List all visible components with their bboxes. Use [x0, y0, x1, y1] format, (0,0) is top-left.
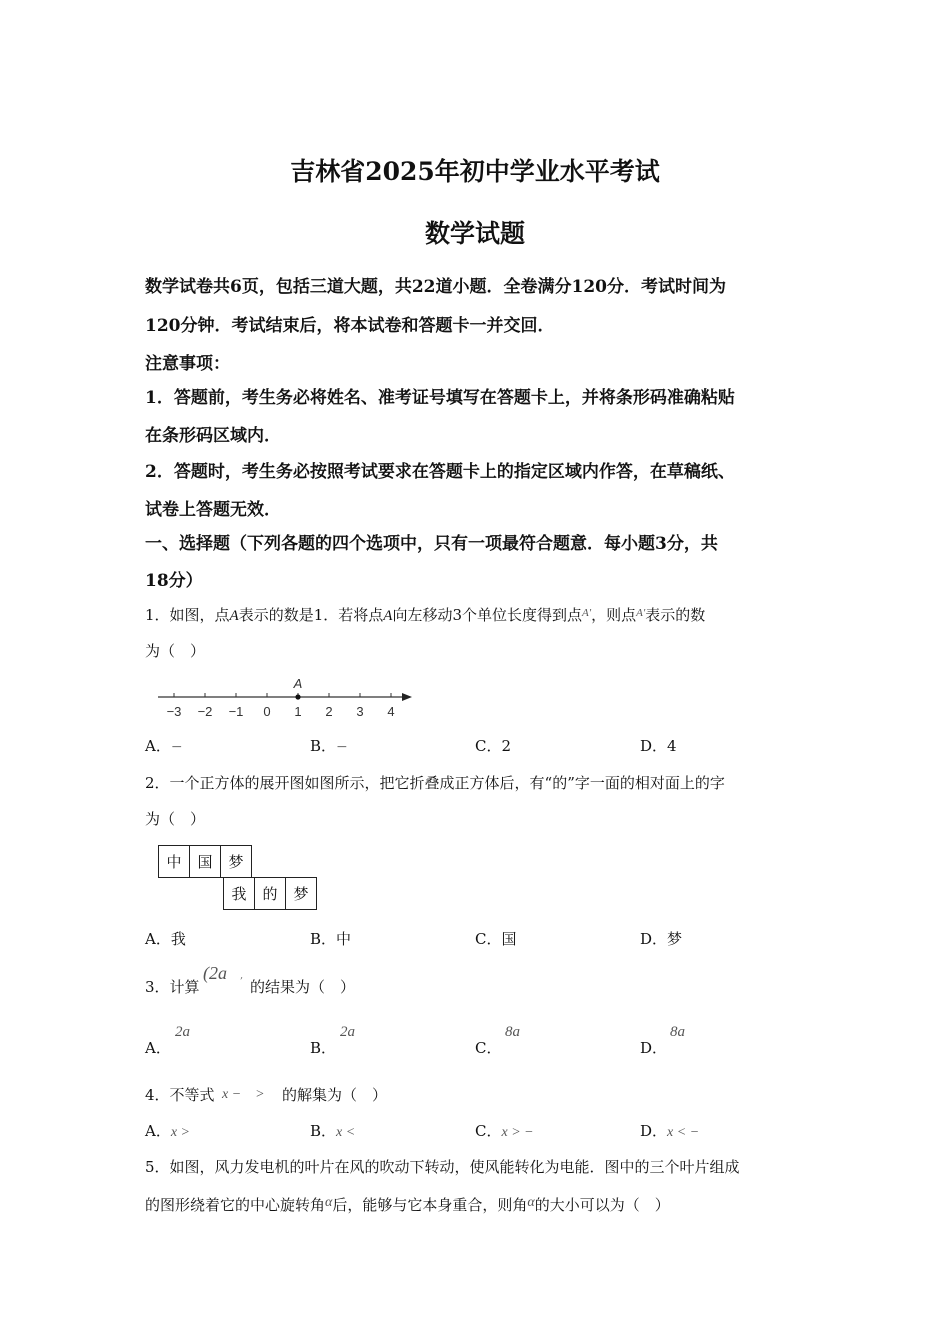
section-1-heading: 一、选择题（下列各题的四个选项中，只有一项最符合题意．每小题3分，共 [145, 534, 718, 554]
q5-text-b: 后，能够与它本身重合，则角 [332, 1196, 528, 1214]
q2-option-d[interactable] [640, 928, 682, 949]
q4-option-a-text: x > [170, 1125, 191, 1140]
q3-option-b-text: 2a [340, 1024, 355, 1040]
q2-option-c-text: 国 [501, 930, 517, 948]
q1-stem-line-1 [145, 604, 705, 625]
q1-stem-line-2: 为（ ） [145, 642, 206, 660]
q4-option-c-text: x > − [501, 1125, 534, 1140]
q4-option-c-key: C． [475, 1122, 502, 1140]
q4-option-d-text: x < − [667, 1125, 700, 1140]
q4-option-a-key: A． [145, 1122, 171, 1140]
q4-option-d-key: D． [640, 1122, 668, 1140]
section-1-heading-cont: 18分） [145, 571, 203, 591]
q1-option-b-text: − [336, 739, 348, 755]
exam-subtitle: 数学试题 [424, 219, 525, 248]
q1-text-d: ，则点 [591, 606, 637, 624]
q4-suffix: 的解集为（ ） [282, 1086, 388, 1104]
q1-text-b: 表示的数是1．若将点 [238, 606, 384, 624]
net-cell-zhong: 中 [159, 846, 190, 878]
q1-var-a: A [229, 608, 239, 624]
q2-option-b-text: 中 [336, 930, 352, 948]
number-line-tick-label: 1 [294, 704, 302, 719]
note-2-line-2: 试卷上答题无效． [145, 500, 281, 520]
q5-stem-line-1: 5．如图，风力发电机的叶片在风的吹动下转动，使风能转化为电能．图中的三个叶片组成 [145, 1158, 740, 1176]
q5-text-c: 的大小可以为（ ） [534, 1196, 670, 1214]
cube-net-row-2 [223, 877, 317, 910]
number-line-tick-label: −1 [228, 704, 244, 719]
q3-expression: (2a [203, 963, 227, 983]
point-a-label: A [293, 676, 303, 691]
q5-stem-line-2 [145, 1194, 670, 1215]
q3-suffix: 的结果为（ ） [250, 978, 356, 996]
number-line-tick-label: 4 [387, 704, 395, 719]
net-cell-guo: 国 [190, 846, 221, 878]
q1-option-b-key: B． [310, 737, 337, 755]
q4-option-b-key: B． [310, 1122, 337, 1140]
net-cell-meng-bottom: 梦 [286, 878, 317, 910]
net-cell-meng-top: 梦 [221, 846, 252, 878]
q1-var-a-prime-2: A′ [636, 607, 646, 619]
q5-alpha: α [325, 1195, 333, 1210]
point-a-marker [295, 694, 300, 699]
q4-expression: x − > [222, 1087, 265, 1102]
q1-option-a[interactable] [145, 735, 183, 756]
q2-option-c[interactable] [475, 928, 517, 949]
q2-option-a[interactable] [145, 928, 186, 949]
q4-prefix: 4．不等式 [145, 1086, 215, 1104]
q1-option-d-text: 4 [667, 737, 677, 755]
q1-option-c-key: C． [475, 737, 502, 755]
q3-option-c-key[interactable]: C． [475, 1039, 502, 1057]
q3-option-b-key[interactable]: B． [310, 1039, 337, 1057]
net-cell-de: 的 [255, 878, 286, 910]
q3-option-c-text: 8a [505, 1024, 520, 1040]
q1-text-a: 1．如图，点 [145, 606, 230, 624]
q1-option-c-text: 2 [501, 737, 512, 755]
q2-option-b[interactable] [310, 928, 351, 949]
q3-expression-tail: , [240, 970, 244, 981]
number-line-tick-label: −2 [197, 704, 213, 719]
cube-net-row-1 [158, 845, 252, 878]
q1-text-c: 向左移动3个单位长度得到点 [392, 606, 582, 624]
number-line-tick-label: 3 [356, 704, 364, 719]
exam-title: 吉林省2025年初中学业水平考试 [290, 157, 660, 186]
number-line-tick-label: −3 [166, 704, 182, 719]
q4-option-b-text: x < [336, 1125, 356, 1140]
q4-option-c[interactable] [475, 1120, 534, 1141]
q2-option-d-key: D． [640, 930, 668, 948]
q1-var-a-prime: A′ [581, 607, 592, 619]
q2-option-b-key: B． [310, 930, 337, 948]
q3-option-d-key[interactable]: D． [640, 1039, 668, 1057]
q2-stem-line-2: 为（ ） [145, 810, 206, 828]
q3-option-d-text: 8a [670, 1024, 685, 1040]
q1-option-b[interactable] [310, 735, 348, 756]
q2-stem-line-1: 2．一个正方体的展开图如图所示，把它折叠成正方体后，有“的”字一面的相对面上的字 [145, 774, 725, 792]
number-line-figure [150, 672, 420, 722]
number-line-tick-label: 0 [263, 704, 271, 719]
q2-option-a-text: 我 [170, 930, 186, 948]
q2-option-a-key: A． [145, 930, 171, 948]
net-cell-wo: 我 [224, 878, 255, 910]
q3-option-a-key[interactable]: A． [145, 1039, 171, 1057]
q2-option-d-text: 梦 [667, 930, 683, 948]
q1-text-e: 表示的数 [645, 606, 706, 624]
q2-option-c-key: C． [475, 930, 502, 948]
q1-option-d-key: D． [640, 737, 668, 755]
intro-line-2: 120分钟．考试结束后，将本试卷和答题卡一并交回． [145, 316, 555, 336]
q4-option-b[interactable] [310, 1120, 355, 1141]
q5-alpha-2: α [527, 1195, 535, 1210]
q4-option-d[interactable] [640, 1120, 699, 1141]
q1-option-a-key: A． [145, 737, 171, 755]
number-line-tick-label: 2 [325, 704, 333, 719]
q1-option-c[interactable] [475, 735, 511, 756]
q3-option-a-text: 2a [175, 1024, 190, 1040]
intro-line-1: 数学试卷共6页，包括三道大题，共22道小题．全卷满分120分．考试时间为 [145, 277, 726, 297]
note-1-line-1: 1．答题前，考生务必将姓名、准考证号填写在答题卡上，并将条形码准确粘贴 [145, 388, 735, 408]
q1-option-d[interactable] [640, 735, 677, 756]
q3-prefix: 3．计算 [145, 978, 200, 996]
q1-option-a-text: − [170, 739, 183, 755]
note-1-line-2: 在条形码区域内． [145, 426, 281, 446]
q5-text-a: 的图形绕着它的中心旋转角 [145, 1196, 326, 1214]
note-2-line-1: 2．答题时，考生务必按照考试要求在答题卡上的指定区域内作答，在草稿纸、 [145, 462, 735, 482]
number-line-arrow [402, 693, 412, 701]
q4-option-a[interactable] [145, 1120, 190, 1141]
q1-var-a-2: A [383, 608, 393, 624]
notes-heading: 注意事项： [145, 354, 230, 374]
